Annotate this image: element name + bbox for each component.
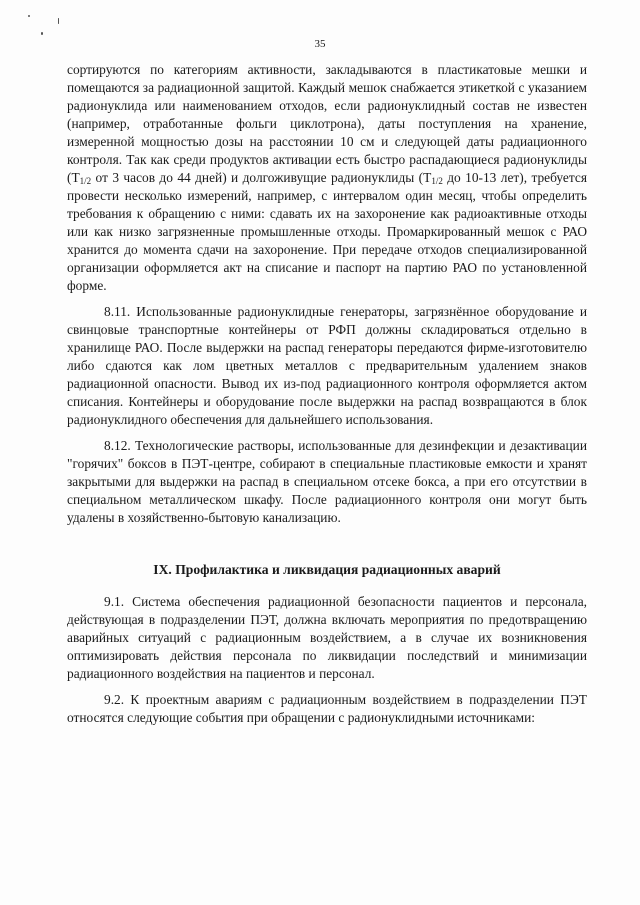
scan-speck bbox=[28, 15, 30, 17]
scan-speck bbox=[41, 32, 43, 35]
paragraph-9-2: 9.2. К проектным авариям с радиационным воздействием в подразделении ПЭТ относятся следующие события при обращении с радионуклидными источниками: bbox=[67, 692, 587, 725]
scan-speck bbox=[58, 18, 59, 24]
paragraph-9-1: 9.1. Система обеспечения радиационной безопасности пациентов и персонала, действующая в подразделении ПЭТ, должна включать мероприятия по предотвращению аварийных ситуаций с радиационным воздействием, а в случае их возникновения оптимизировать действия персонала по ликвидации последствий и минимизации радиационного воздействия на пациентов и персонал. bbox=[67, 594, 587, 681]
paragraph-8-12: 8.12. Технологические растворы, использованные для дезинфекции и дезактивации "горячих" боксов в ПЭТ-центре, собирают в специальные пластиковые емкости и хранят закрытыми для выдержки на распад в специальном отсеке бокса, а при его отсутствии в специальном металлическом шкафу. После радиационного контроля они могут быть удалены в хозяйственно-бытовую канализацию. bbox=[67, 438, 587, 525]
section-heading: IX. Профилактика и ликвидация радиационных аварий bbox=[153, 562, 501, 577]
document-body bbox=[67, 61, 587, 727]
paragraph-continuation: сортируются по категориям активности, закладываются в пластикатовые мешки и помещаются за радиационной защитой. Каждый мешок снабжается этикеткой с указанием радионуклида или наименованием отходов, если радионуклидный состав не известен (например, отработанные фольги циклотрона), даты поступления на хранение, измеренной мощностью дозы на расстоянии 10 см и следующей даты радиационного контроля. Так как среди продуктов активации есть быстро распадающиеся радионуклиды ($T_{1/2}$ от 3 часов до 44 дней) и долгоживущие радионуклиды ($T_{1/2}$ до 10-13 лет), требуется провести несколько измерений, например, с интервалом один месяц, чтобы определить требования к обращению с ними: сдавать их на захоронение как радиоактивные отходы или как низко загрязненные промышленные отходы. Промаркированный мешок с РАО хранится до момента сдачи на захоронение. При передаче отходов специализированной организации оформляется акт на списание и паспорт на партию РАО по установленной форме. bbox=[67, 62, 587, 293]
paragraph-8-11: 8.11. Использованные радионуклидные генераторы, загрязнённое оборудование и свинцовые транспортные контейнеры от РФП должны складироваться отдельно в хранилище РАО. После выдержки на распад генераторы передаются фирме-изготовителю либо сдаются как лом цветных металлов с предварительным удалением знаков радиационной опасности. Вывод их из-под радиационного контроля оформляется актом списания. Контейнеры и оборудование после выдержки на распад возвращаются в блок радионуклидного обеспечения для дальнейшего использования. bbox=[67, 304, 587, 427]
page-number: 35 bbox=[314, 38, 326, 50]
